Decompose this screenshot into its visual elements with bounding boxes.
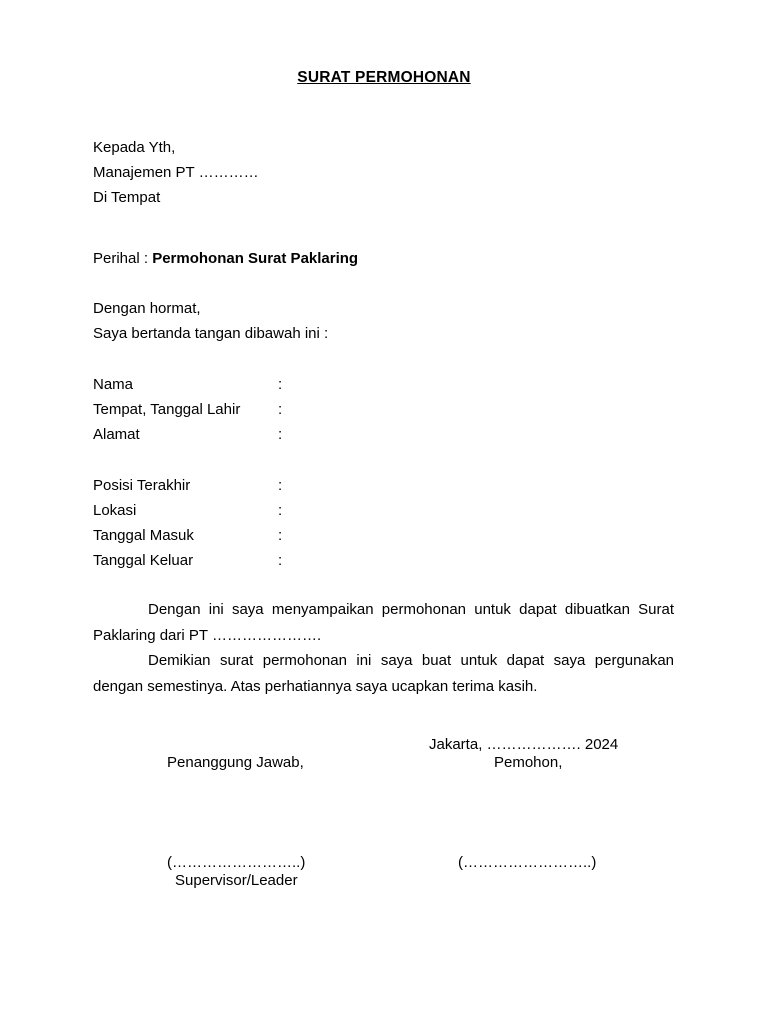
field-colon: : — [278, 502, 283, 519]
field-label-alamat: Alamat — [93, 426, 140, 443]
signature-left-title: Supervisor/Leader — [175, 872, 298, 889]
body-paragraph-1-line-2: Paklaring dari PT …………………. — [93, 626, 322, 644]
field-label-posisi: Posisi Terakhir — [93, 477, 191, 494]
field-colon: : — [278, 376, 283, 393]
recipient-line-1: Kepada Yth, — [93, 139, 176, 156]
subject-label: Perihal : — [93, 250, 153, 267]
recipient-line-3: Di Tempat — [93, 189, 161, 206]
subject-line — [93, 250, 358, 268]
body-paragraph-2-line-2: dengan semestinya. Atas perhatiannya saya ucapkan terima kasih. — [93, 677, 538, 695]
body-paragraph-1 — [93, 597, 674, 648]
field-label-ttl: Tempat, Tanggal Lahir — [93, 401, 241, 418]
field-colon: : — [278, 552, 283, 569]
body-paragraph-2-line-1: Demikian surat permohonan ini saya buat untuk dapat saya pergunakan — [148, 652, 674, 669]
place-date: Jakarta, ………………. 2024 — [429, 736, 619, 753]
field-label-tanggal-keluar: Tanggal Keluar — [93, 552, 194, 569]
signature-right-blank: (……………………..) — [458, 854, 597, 871]
signature-left-blank: (……………………..) — [167, 854, 306, 871]
signature-right-role: Pemohon, — [494, 754, 563, 771]
field-colon: : — [278, 401, 283, 418]
greeting: Dengan hormat, — [93, 300, 201, 317]
field-label-lokasi: Lokasi — [93, 502, 137, 519]
body-paragraph-2 — [93, 648, 674, 699]
field-colon: : — [278, 426, 283, 443]
signature-left-role: Penanggung Jawab, — [167, 754, 304, 771]
field-colon: : — [278, 477, 283, 494]
field-label-tanggal-masuk: Tanggal Masuk — [93, 527, 194, 544]
field-label-nama: Nama — [93, 376, 134, 393]
document-title: SURAT PERMOHONAN — [297, 69, 471, 86]
field-colon: : — [278, 527, 283, 544]
body-paragraph-1-line-1: Dengan ini saya menyampaikan permohonan untuk dapat dibuatkan Surat — [148, 601, 674, 618]
recipient-line-2: Manajemen PT ………… — [93, 164, 259, 181]
intro-line: Saya bertanda tangan dibawah ini : — [93, 325, 329, 342]
subject-value: Permohonan Surat Paklaring — [152, 250, 359, 267]
